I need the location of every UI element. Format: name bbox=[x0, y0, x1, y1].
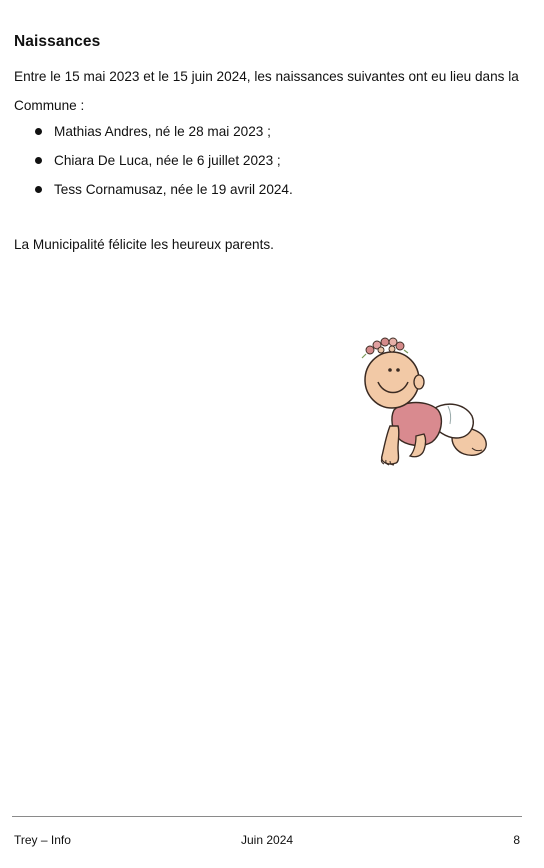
bullet-icon bbox=[35, 186, 42, 193]
footer-divider bbox=[12, 816, 522, 817]
footer-date: Juin 2024 bbox=[241, 833, 294, 847]
list-item bbox=[14, 148, 293, 177]
birth-entry: Chiara De Luca, née le 6 juillet 2023 ; bbox=[54, 153, 281, 168]
bullet-icon bbox=[35, 128, 42, 135]
birth-entry: Tess Cornamusaz, née le 19 avril 2024. bbox=[54, 182, 293, 197]
congratulations-text: La Municipalité félicite les heureux parents. bbox=[14, 237, 274, 252]
intro-paragraph: Entre le 15 mai 2023 et le 15 juin 2024, les naissances suivantes ont eu lieu dans la Commune : bbox=[14, 69, 519, 113]
page-number: 8 bbox=[513, 833, 520, 847]
footer-publication: Trey – Info bbox=[14, 833, 71, 847]
crawling-baby-icon bbox=[352, 330, 497, 475]
birth-entry: Mathias Andres, né le 28 mai 2023 ; bbox=[54, 124, 271, 139]
section-heading: Naissances bbox=[14, 33, 101, 50]
bullet-icon bbox=[35, 157, 42, 164]
list-item bbox=[14, 177, 293, 206]
births-list bbox=[14, 119, 293, 206]
list-item bbox=[14, 119, 293, 148]
